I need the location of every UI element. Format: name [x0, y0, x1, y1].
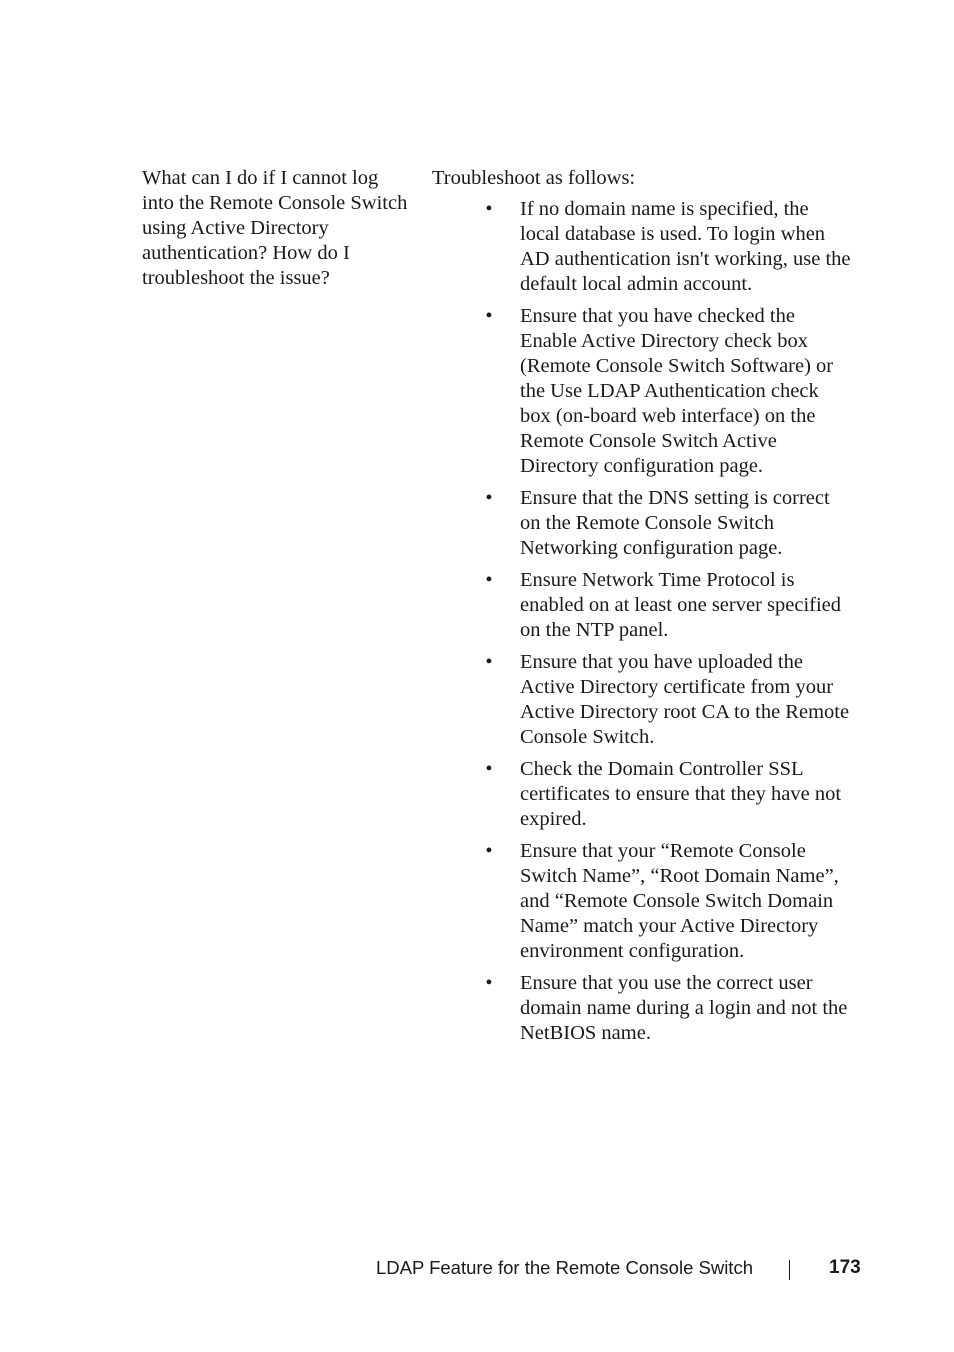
answer-intro: Troubleshoot as follows: — [432, 167, 636, 189]
list-item — [432, 971, 852, 1046]
bullet-icon: • — [485, 840, 493, 862]
list-item-text: Ensure that you use the correct user domain name during a login and not the NetBIOS name. — [520, 972, 848, 1044]
bullet-icon: • — [485, 569, 493, 591]
list-item-text: Ensure that you have uploaded the Active Directory certificate from your Active Directory root CA to the Remote Console Switch. — [520, 651, 850, 748]
bullet-icon: • — [485, 487, 493, 509]
faq-answer — [432, 166, 852, 1053]
bullet-icon: • — [485, 198, 493, 220]
list-item-text: Ensure Network Time Protocol is enabled on at least one server specified on the NTP panel. — [520, 569, 842, 641]
faq-question: What can I do if I cannot log into the Remote Console Switch using Active Directory authentication? How do I troubleshoot the issue? — [142, 167, 408, 289]
list-item — [432, 757, 852, 832]
bullet-icon: • — [485, 651, 493, 673]
page-footer — [0, 1256, 954, 1282]
bullet-icon: • — [485, 305, 493, 327]
list-item — [432, 486, 852, 561]
list-item-text: Ensure that you have checked the Enable Active Directory check box (Remote Console Switch Software) or the Use LDAP Authentication check box (on-board web interface) on the Remote Console Switch Active Directory configuration page. — [520, 305, 834, 477]
page-number: 173 — [829, 1257, 861, 1278]
list-item — [432, 304, 852, 479]
troubleshoot-list — [432, 197, 852, 1046]
list-item-text: If no domain name is specified, the local database is used. To login when AD authentication isn't working, use the default local admin account. — [520, 198, 851, 295]
list-item-text: Ensure that the DNS setting is correct on the Remote Console Switch Networking configuration page. — [520, 487, 830, 559]
list-item-text: Check the Domain Controller SSL certificates to ensure that they have not expired. — [520, 758, 842, 830]
list-item — [432, 839, 852, 964]
bullet-icon: • — [485, 972, 493, 994]
list-item — [432, 650, 852, 750]
footer-divider — [789, 1260, 790, 1280]
list-item — [432, 197, 852, 297]
list-item — [432, 568, 852, 643]
bullet-icon: • — [485, 758, 493, 780]
list-item-text: Ensure that your “Remote Console Switch Name”, “Root Domain Name”, and “Remote Console Switch Domain Name” match your Active Directory environment configuration. — [520, 840, 839, 962]
footer-section-title: LDAP Feature for the Remote Console Switch — [375, 1257, 753, 1278]
